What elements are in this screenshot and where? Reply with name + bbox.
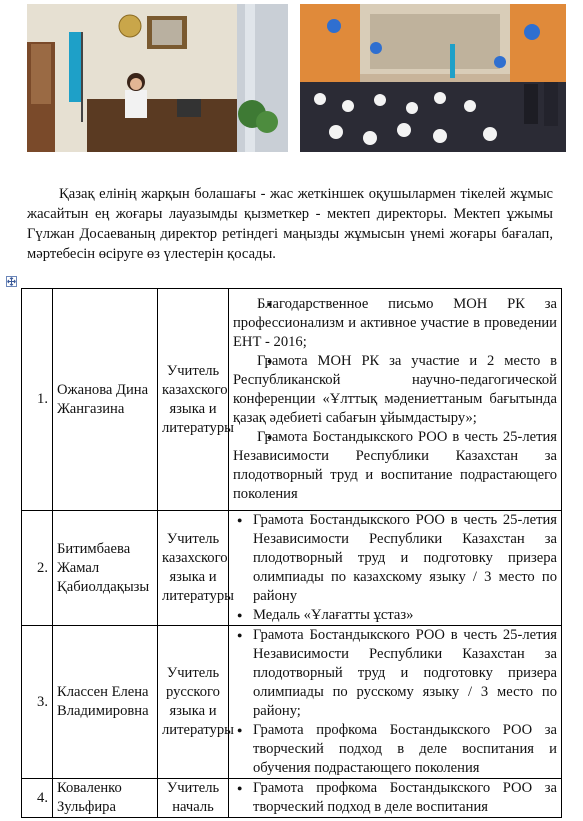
award-item: ● Грамота Бостандыкского РОО в честь 25-летия Независимости Республики Казахстан за плодотворный труд и подготовку призера олимпиады по казахскому языку / 3 место по району [233, 511, 557, 606]
row-number: 2. [22, 511, 53, 626]
table-row [22, 626, 562, 779]
award-item: ● Благодарственное письмо МОН РК за профессионализм и активное участие в проведении ЕНТ - 2016; [233, 295, 557, 352]
row-number: 4. [22, 779, 53, 818]
table-row [22, 511, 562, 626]
row-number: 3. [22, 626, 53, 779]
awards-list-cell [229, 626, 562, 779]
awards-list-cell [229, 289, 562, 511]
award-item: ● Грамота профкома Бостандыкского РОО за творческий подход в деле воспитания и обучения подрастающего поколения [233, 721, 557, 778]
award-item: ● Грамота профкома Бостандыкского РОО за творческий подход в деле воспитания [233, 779, 557, 817]
teacher-name: Классен Елена Владимировна [53, 626, 158, 779]
teacher-name: Битимбаева Жамал Қабиолдақызы [53, 511, 158, 626]
table-row [22, 779, 562, 818]
award-item: ● Медаль «Ұлағатты ұстаз» [233, 606, 557, 625]
assembly-hall-photo [300, 4, 566, 152]
awards-list-cell [229, 511, 562, 626]
table-row [22, 289, 562, 511]
teacher-position: Учитель началь [158, 779, 229, 818]
row-number: 1. [22, 289, 53, 511]
awards-list-cell [229, 779, 562, 818]
teacher-position: Учитель казахского языка и литературы [158, 289, 229, 511]
teacher-name: Коваленко Зульфира [53, 779, 158, 818]
teacher-name: Ожанова Дина Жангазина [53, 289, 158, 511]
award-item: ● Грамота МОН РК за участие и 2 место в Республиканской научно-педагогической конференции «Ұлттық мәдениеттаным бағытында қазақ әдебиеті сабағын ұйымдастыру»; [233, 352, 557, 428]
awards-table [21, 288, 562, 818]
award-item: ● Грамота Бостандыкского РОО в честь 25-летия Независимости Республики Казахстан за плодотворный труд и воспитание подрастающего поколения [233, 428, 557, 504]
table-move-handle[interactable] [6, 276, 17, 287]
intro-paragraph: Қазақ елінің жарқын болашағы - жас жеткіншек оқушылармен тікелей жұмыс жасайтын ең жоғары лауазымды қызметкер - мектеп директоры. Мектеп ұжымы Гүлжан Досаеваның директор ретіндегі маңызды жұмысын үнемі жоғары бағалап, мәртебесін өсіруге өз үлестерін қосады. [27, 186, 553, 262]
teacher-position: Учитель русского языка и литературы [158, 626, 229, 779]
award-item: ● Грамота Бостандыкского РОО в честь 25-летия Независимости Республики Казахстан за плодотворный труд и подготовку призера олимпиады по русскому языку / 3 место по району; [233, 626, 557, 721]
teacher-position: Учитель казахского языка и литературы [158, 511, 229, 626]
office-photo [27, 4, 288, 152]
